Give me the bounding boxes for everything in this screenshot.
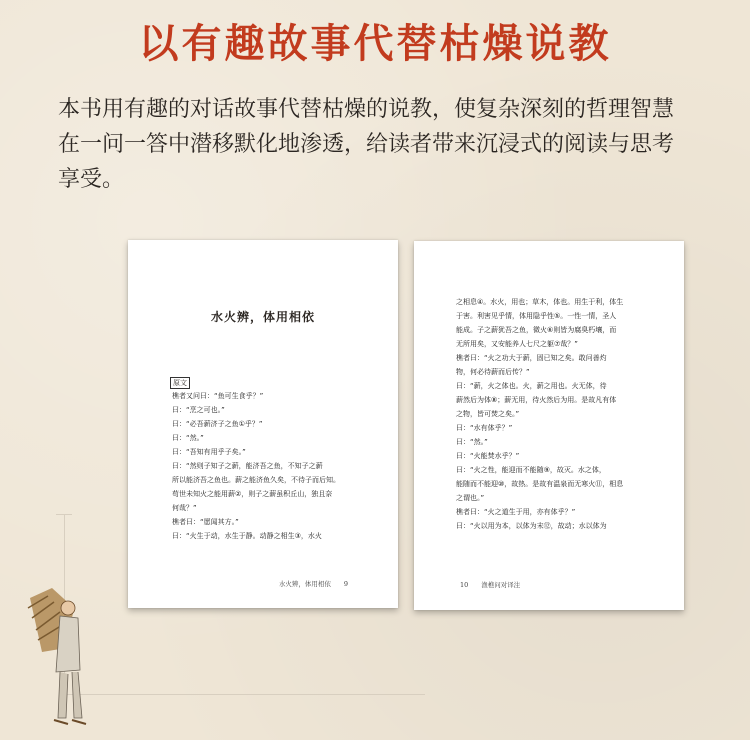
text-line: 物，何必待薪而后传？” (456, 368, 530, 376)
page-body-right (456, 295, 662, 533)
section-tag: 原文 (170, 377, 190, 389)
text-line: 何哉？” (172, 504, 197, 512)
book-page-left (128, 240, 398, 608)
text-line: 曰：“然。” (456, 438, 488, 446)
text-line: 曰：“火能焚水乎？” (456, 452, 520, 460)
text-line: 曰：“薪，火之体也。火，薪之用也。火无体，待 (456, 382, 607, 390)
text-line: 曰：“火之性，能迎而不能随⑨，故灭。水之体， (456, 466, 606, 474)
text-line: 无所用矣，又安能养人七尺之躯⑦哉？” (456, 340, 578, 348)
text-line: 曰：“吾知有用乎子矣。” (172, 448, 246, 456)
text-line: 曰：“火以用为本，以体为末⑫，故动；水以体为 (456, 522, 607, 530)
page-footer-left: 水火辨，体用相依 9 (278, 580, 348, 588)
text-line: 所以能济吾之鱼也。薪之能济鱼久矣，不待子而后知。 (172, 476, 340, 484)
text-line: 樵者又问曰：“鱼可生食乎？” (172, 392, 264, 400)
text-line: 曰：“必吾薪济子之鱼①乎？” (172, 420, 263, 428)
intro-line: 享受。 (58, 167, 125, 192)
text-line: 之谓也。” (456, 494, 485, 502)
text-line: 薪然后为体⑧；薪无用，待火然后为用。是故凡有体 (456, 396, 617, 404)
page-title: 以有趣故事代替枯燥说教 (138, 20, 612, 67)
page-body-left (172, 389, 382, 543)
intro-line: 在一问一答中潜移默化地渗透，给读者带来沉浸式的阅读与思考 (58, 132, 675, 157)
text-line: 曰：“然。” (172, 434, 204, 442)
book-page-right (414, 241, 684, 610)
intro-line: 本书用有趣的对话故事代替枯燥的说教，使复杂深刻的哲理智慧 (58, 97, 675, 122)
text-line: 曰：“然则子知子之薪，能济吾之鱼，不知子之薪 (172, 462, 323, 470)
decorative-frame-tick (56, 514, 72, 515)
text-line: 能随而不能迎⑩，故热。是故有温泉而无寒火⑪，相息 (456, 480, 624, 488)
text-line: 樵者曰：“火之道生于用，亦有体乎？” (456, 508, 576, 516)
text-line: 曰：“烹之可也。” (172, 406, 225, 414)
page-footer-right: 10 渔樵问对译注 (460, 581, 521, 589)
chapter-heading: 水火辨，体用相依 (210, 310, 315, 324)
text-line: 于害。利害见乎情，体用隐乎性⑤。一性一情，圣人 (456, 312, 617, 320)
woodcutter-illustration (22, 578, 92, 736)
text-line: 樵者曰：“火之功大于薪，固已知之矣。敢问善灼 (456, 354, 607, 362)
text-line: 曰：“火生于动，水生于静。动静之相生③，水火 (172, 532, 322, 540)
text-line: 樵者曰：“愿闻其方。” (172, 518, 239, 526)
intro-text (58, 92, 708, 197)
text-line: 能成。子之薪犹吾之鱼，微火⑥则皆为腐臭朽壤，而 (456, 326, 617, 334)
text-line: 之相息④。水火，用也；草木，体也。用生于利，体生 (456, 298, 624, 306)
text-line: 苟世未知火之能用薪②，则子之薪虽积丘山，独且奈 (172, 490, 333, 498)
text-line: 之物，皆可焚之矣。” (456, 410, 520, 418)
text-line: 曰：“水有体乎？” (456, 424, 513, 432)
